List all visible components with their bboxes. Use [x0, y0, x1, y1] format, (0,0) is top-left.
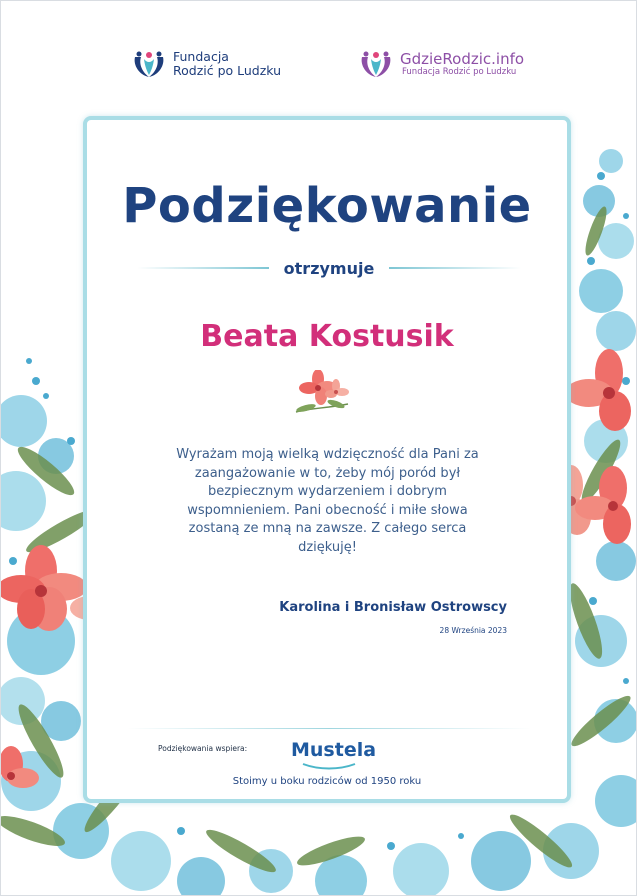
sponsor-label: Podziękowania wspiera: [158, 744, 248, 753]
date: 28 Września 2023 [439, 626, 507, 635]
certificate-title: Podziękowanie [122, 178, 532, 234]
certificate-subtitle: otrzymuje [283, 258, 375, 278]
recipient-name: Beata Kostusik [200, 319, 454, 354]
fundacja-logo [131, 49, 281, 79]
subtitle-row [137, 258, 521, 278]
sponsor-tagline: Stoimy u boku rodziców od 1950 roku [232, 776, 422, 787]
flower-ornament-icon [292, 370, 352, 420]
certificate-card [83, 116, 571, 803]
mustela-logo: Mustela [291, 739, 377, 761]
mustela-smile-icon [301, 762, 357, 770]
fundacja-logo-line1: Fundacja [173, 49, 229, 64]
heart-people-logo-icon [131, 49, 167, 79]
gdzierodzic-logo-subtitle: Fundacja Rodzić po Ludzku [402, 67, 517, 77]
subtitle-divider-left [137, 267, 269, 269]
subtitle-divider-right [389, 267, 521, 269]
heart-people-logo-icon [358, 49, 394, 79]
gdzierodzic-logo [358, 49, 524, 79]
gratitude-message: Wyrażam moją wielką wdzięczność dla Pani za zaangażowanie w to, żeby mój poród był bezpiecznym wydarzeniem i dobrym wspomnieniem. Pani obecność i miłe słowa zostaną ze mną na zawsze. Z całego serca dziękuję! [176, 447, 479, 555]
gdzierodzic-logo-title: GdzieRodzic.info [400, 50, 525, 68]
signature: Karolina i Bronisław Ostrowscy [279, 600, 507, 615]
fundacja-logo-line2: Rodzić po Ludzku [173, 63, 282, 78]
footer-divider [127, 728, 531, 729]
